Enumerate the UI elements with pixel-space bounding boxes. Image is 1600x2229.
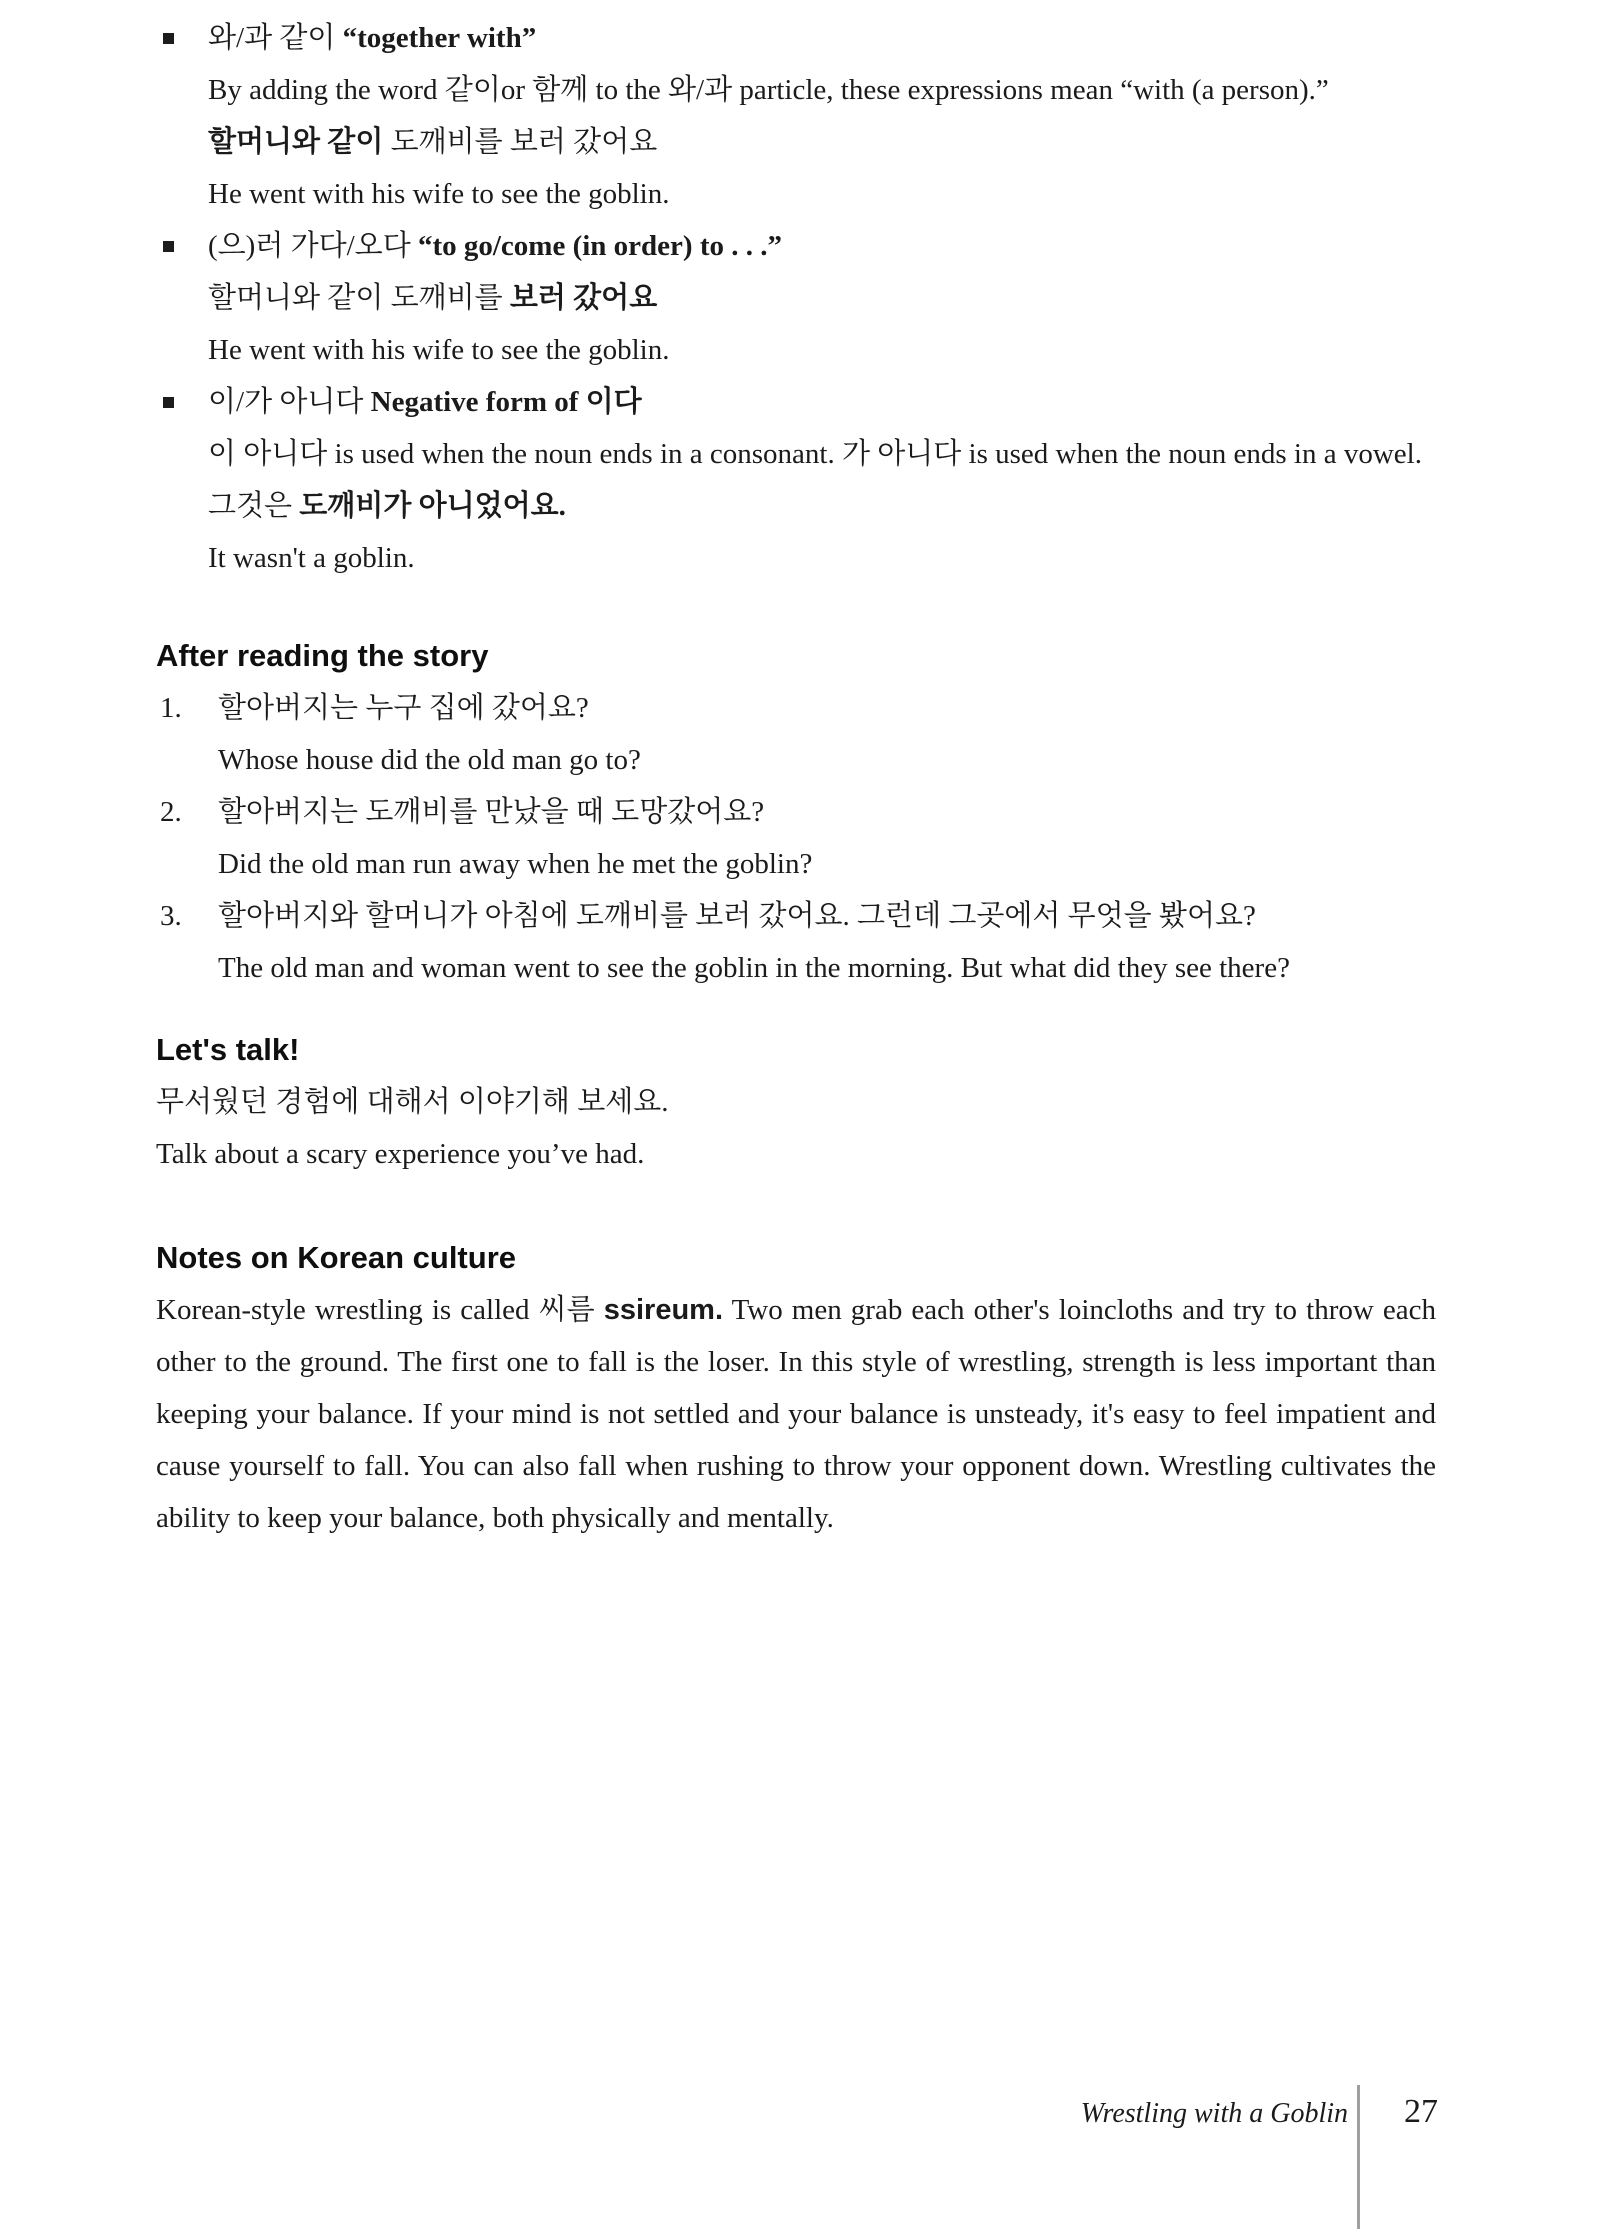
culture-notes-paragraph: Korean-style wrestling is called 씨름 ssireum. Two men grab each other's loincloths and try to throw each other to the ground. The first one to fall is the loser. In this style of wrestling, strength is less important than keeping your balance. If your mind is not settled and your balance is unsteady, it's easy to feel impatient and cause yourself to fall. You can also fall when rushing to throw your opponent down. Wrestling cultivates the ability to keep your balance, both physically and mentally.: [156, 1294, 1436, 1534]
chapter-title: Wrestling with a Goblin: [1080, 2098, 1348, 2129]
square-bullet-icon: [163, 33, 174, 44]
grammar-point-title: (으)러 가다/오다 “to go/come (in order) to . . .”: [208, 230, 782, 262]
example-sentence-korean: 할머니와 같이 도깨비를 보러 갔어요: [208, 126, 658, 158]
question-item-1: [156, 682, 1436, 786]
section-heading-after-reading: After reading the story: [156, 638, 489, 673]
section-heading-lets-talk: Let's talk!: [156, 1032, 300, 1067]
question-item-3: [156, 890, 1436, 994]
lets-talk-prompt-korean: 무서웠던 경험에 대해서 이야기해 보세요.: [156, 1086, 669, 1118]
question-korean: 할아버지는 도깨비를 만났을 때 도망갔어요?: [218, 796, 765, 828]
question-english: The old man and woman went to see the goblin in the morning. But what did they see there?: [218, 952, 1290, 984]
question-korean: 할아버지와 할머니가 아침에 도깨비를 보러 갔어요. 그런데 그곳에서 무엇을 봤어요?: [218, 900, 1256, 932]
grammar-point-title: 와/과 같이 “together with”: [208, 22, 537, 54]
page-footer: [156, 2088, 1438, 2138]
question-number: 3.: [160, 900, 182, 932]
question-korean: 할아버지는 누구 집에 갔어요?: [218, 692, 589, 724]
grammar-points-list: [156, 12, 1436, 584]
question-item-2: [156, 786, 1436, 890]
question-english: Whose house did the old man go to?: [218, 744, 641, 776]
example-sentence-english: He went with his wife to see the goblin.: [208, 178, 670, 210]
example-sentence-korean: 그것은 도깨비가 아니었어요.: [208, 490, 566, 522]
grammar-point-title: 이/가 아니다 Negative form of 이다: [208, 386, 642, 418]
grammar-point-negative-form: [156, 376, 1436, 584]
square-bullet-icon: [163, 397, 174, 408]
example-sentence-korean: 할머니와 같이 도깨비를 보러 갔어요: [208, 282, 658, 314]
grammar-point-to-go-come: [156, 220, 1436, 376]
comprehension-question-list: [156, 682, 1436, 994]
question-number: 1.: [160, 692, 182, 724]
grammar-point-explanation: By adding the word 같이or 함께 to the 와/과 particle, these expressions mean “with (a person).”: [208, 74, 1329, 106]
question-english: Did the old man run away when he met the goblin?: [218, 848, 813, 880]
example-sentence-english: He went with his wife to see the goblin.: [208, 334, 670, 366]
grammar-point-together-with: [156, 12, 1436, 220]
example-sentence-english: It wasn't a goblin.: [208, 542, 415, 574]
lets-talk-prompt-english: Talk about a scary experience you’ve had.: [156, 1138, 645, 1170]
page-number: 27: [1404, 2093, 1438, 2130]
section-heading-culture-notes: Notes on Korean culture: [156, 1240, 516, 1275]
square-bullet-icon: [163, 241, 174, 252]
question-number: 2.: [160, 796, 182, 828]
grammar-point-explanation: 이 아니다 is used when the noun ends in a consonant. 가 아니다 is used when the noun ends in a vowel.: [208, 438, 1422, 470]
